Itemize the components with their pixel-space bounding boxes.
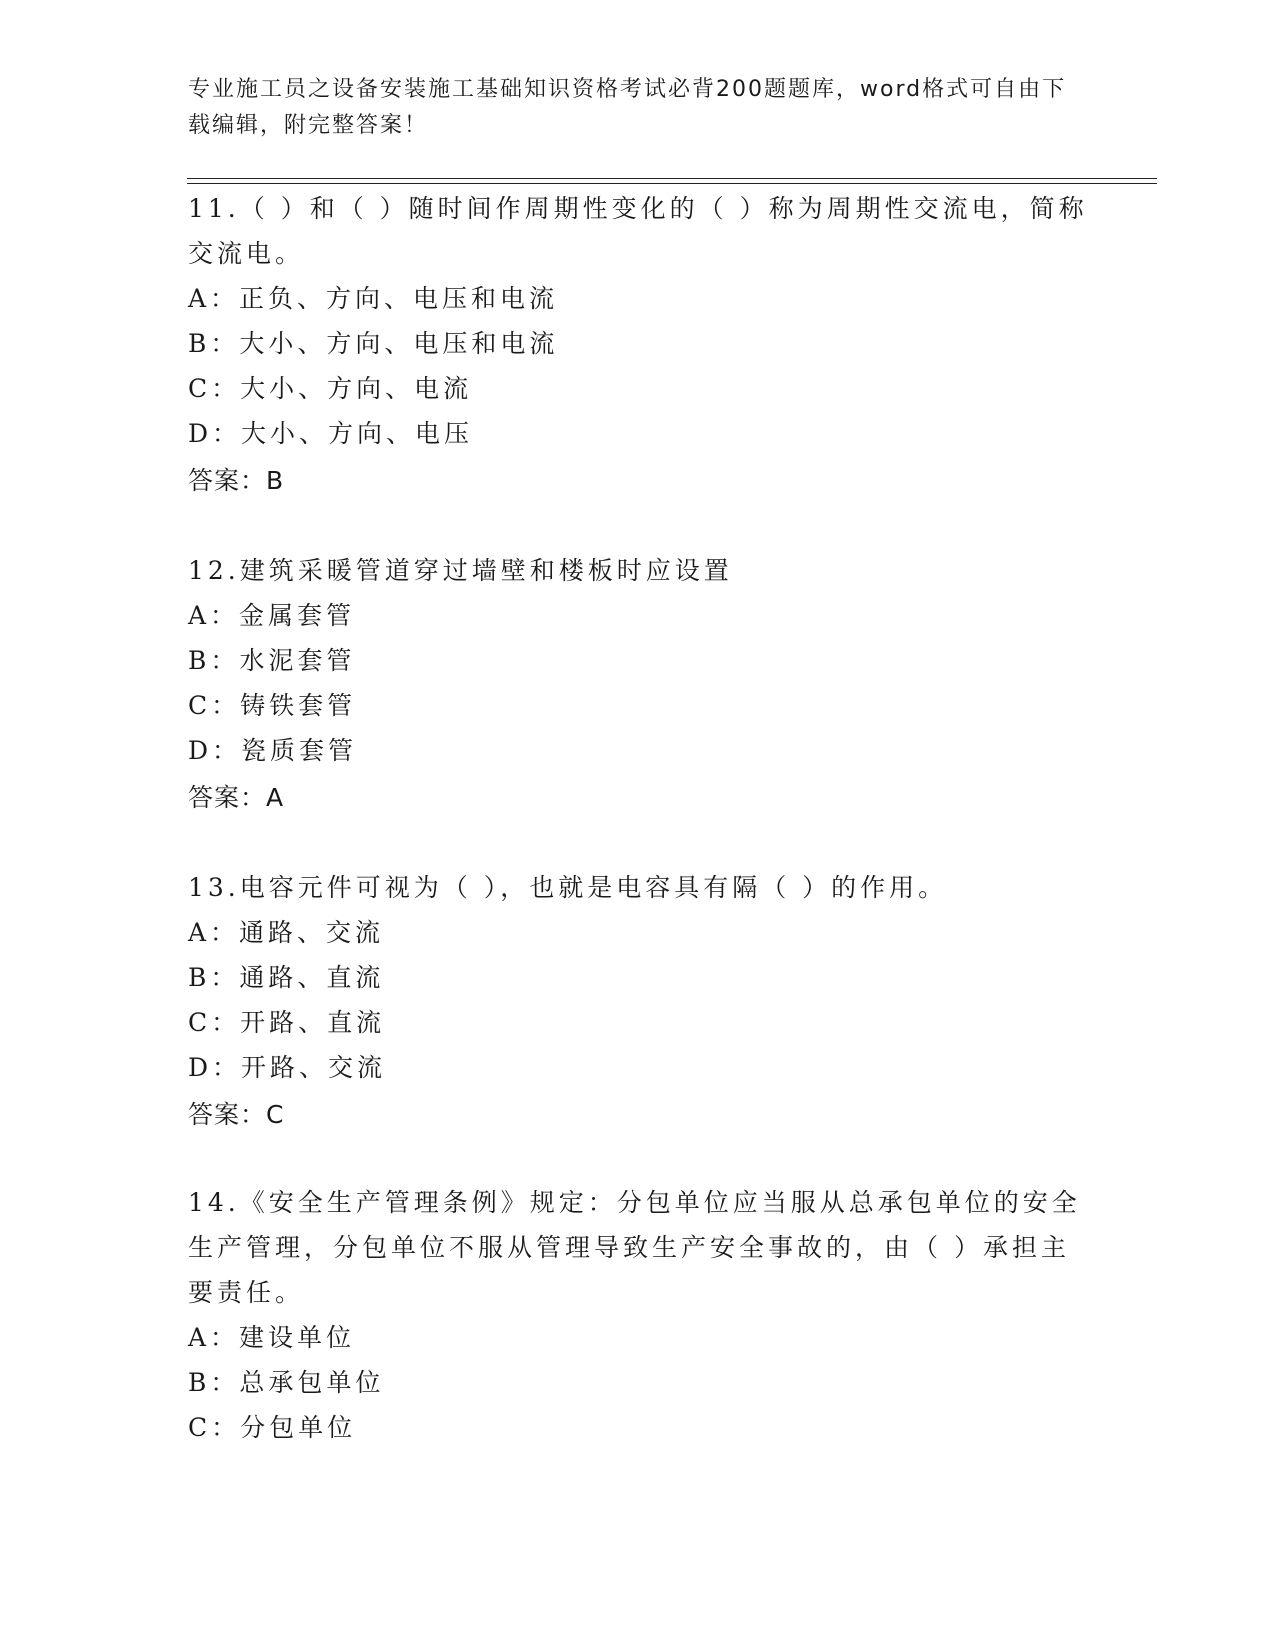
question-12: [188, 548, 1088, 820]
question-stem: 14.《安全生产管理条例》规定：分包单位应当服从总承包单位的安全生产管理，分包单位不服从管理导致生产安全事故的，由（ ）承担主要责任。: [188, 1188, 1081, 1307]
question-13: [188, 865, 1088, 1137]
option-b: B：水泥套管: [188, 646, 356, 675]
option-a: A：正负、方向、电压和电流: [188, 284, 559, 313]
answer: 答案：B: [188, 466, 285, 495]
option-d: D：开路、交流: [188, 1053, 387, 1082]
answer: 答案：C: [188, 1100, 285, 1129]
option-b: B：通路、直流: [188, 963, 385, 992]
header-divider-bottom: [187, 183, 1157, 184]
header-divider-top: [187, 178, 1157, 179]
option-a: A：金属套管: [188, 601, 356, 630]
question-stem: 11.（ ）和（ ）随时间作周期性变化的（ ）称为周期性交流电，简称交流电。: [188, 194, 1088, 268]
option-b: B：总承包单位: [188, 1368, 385, 1397]
question-stem: 13.电容元件可视为（ ），也就是电容具有隔（ ）的作用。: [188, 873, 948, 902]
question-stem: 12.建筑采暖管道穿过墙壁和楼板时应设置: [188, 556, 733, 585]
option-d: D：大小、方向、电压: [188, 419, 474, 448]
option-c: C：大小、方向、电流: [188, 374, 473, 403]
option-c: C：分包单位: [188, 1413, 357, 1442]
option-c: C：开路、直流: [188, 1008, 386, 1037]
option-d: D：瓷质套管: [188, 736, 358, 765]
option-b: B：大小、方向、电压和电流: [188, 329, 559, 358]
option-c: C：铸铁套管: [188, 691, 357, 720]
document-header: 专业施工员之设备安装施工基础知识资格考试必背200题题库，word格式可自由下载编辑，附完整答案！: [188, 77, 1067, 138]
option-a: A：通路、交流: [188, 918, 385, 947]
question-14: [188, 1180, 1088, 1450]
question-11: [188, 186, 1088, 503]
option-a: A：建设单位: [188, 1323, 356, 1352]
answer: 答案：A: [188, 783, 285, 812]
